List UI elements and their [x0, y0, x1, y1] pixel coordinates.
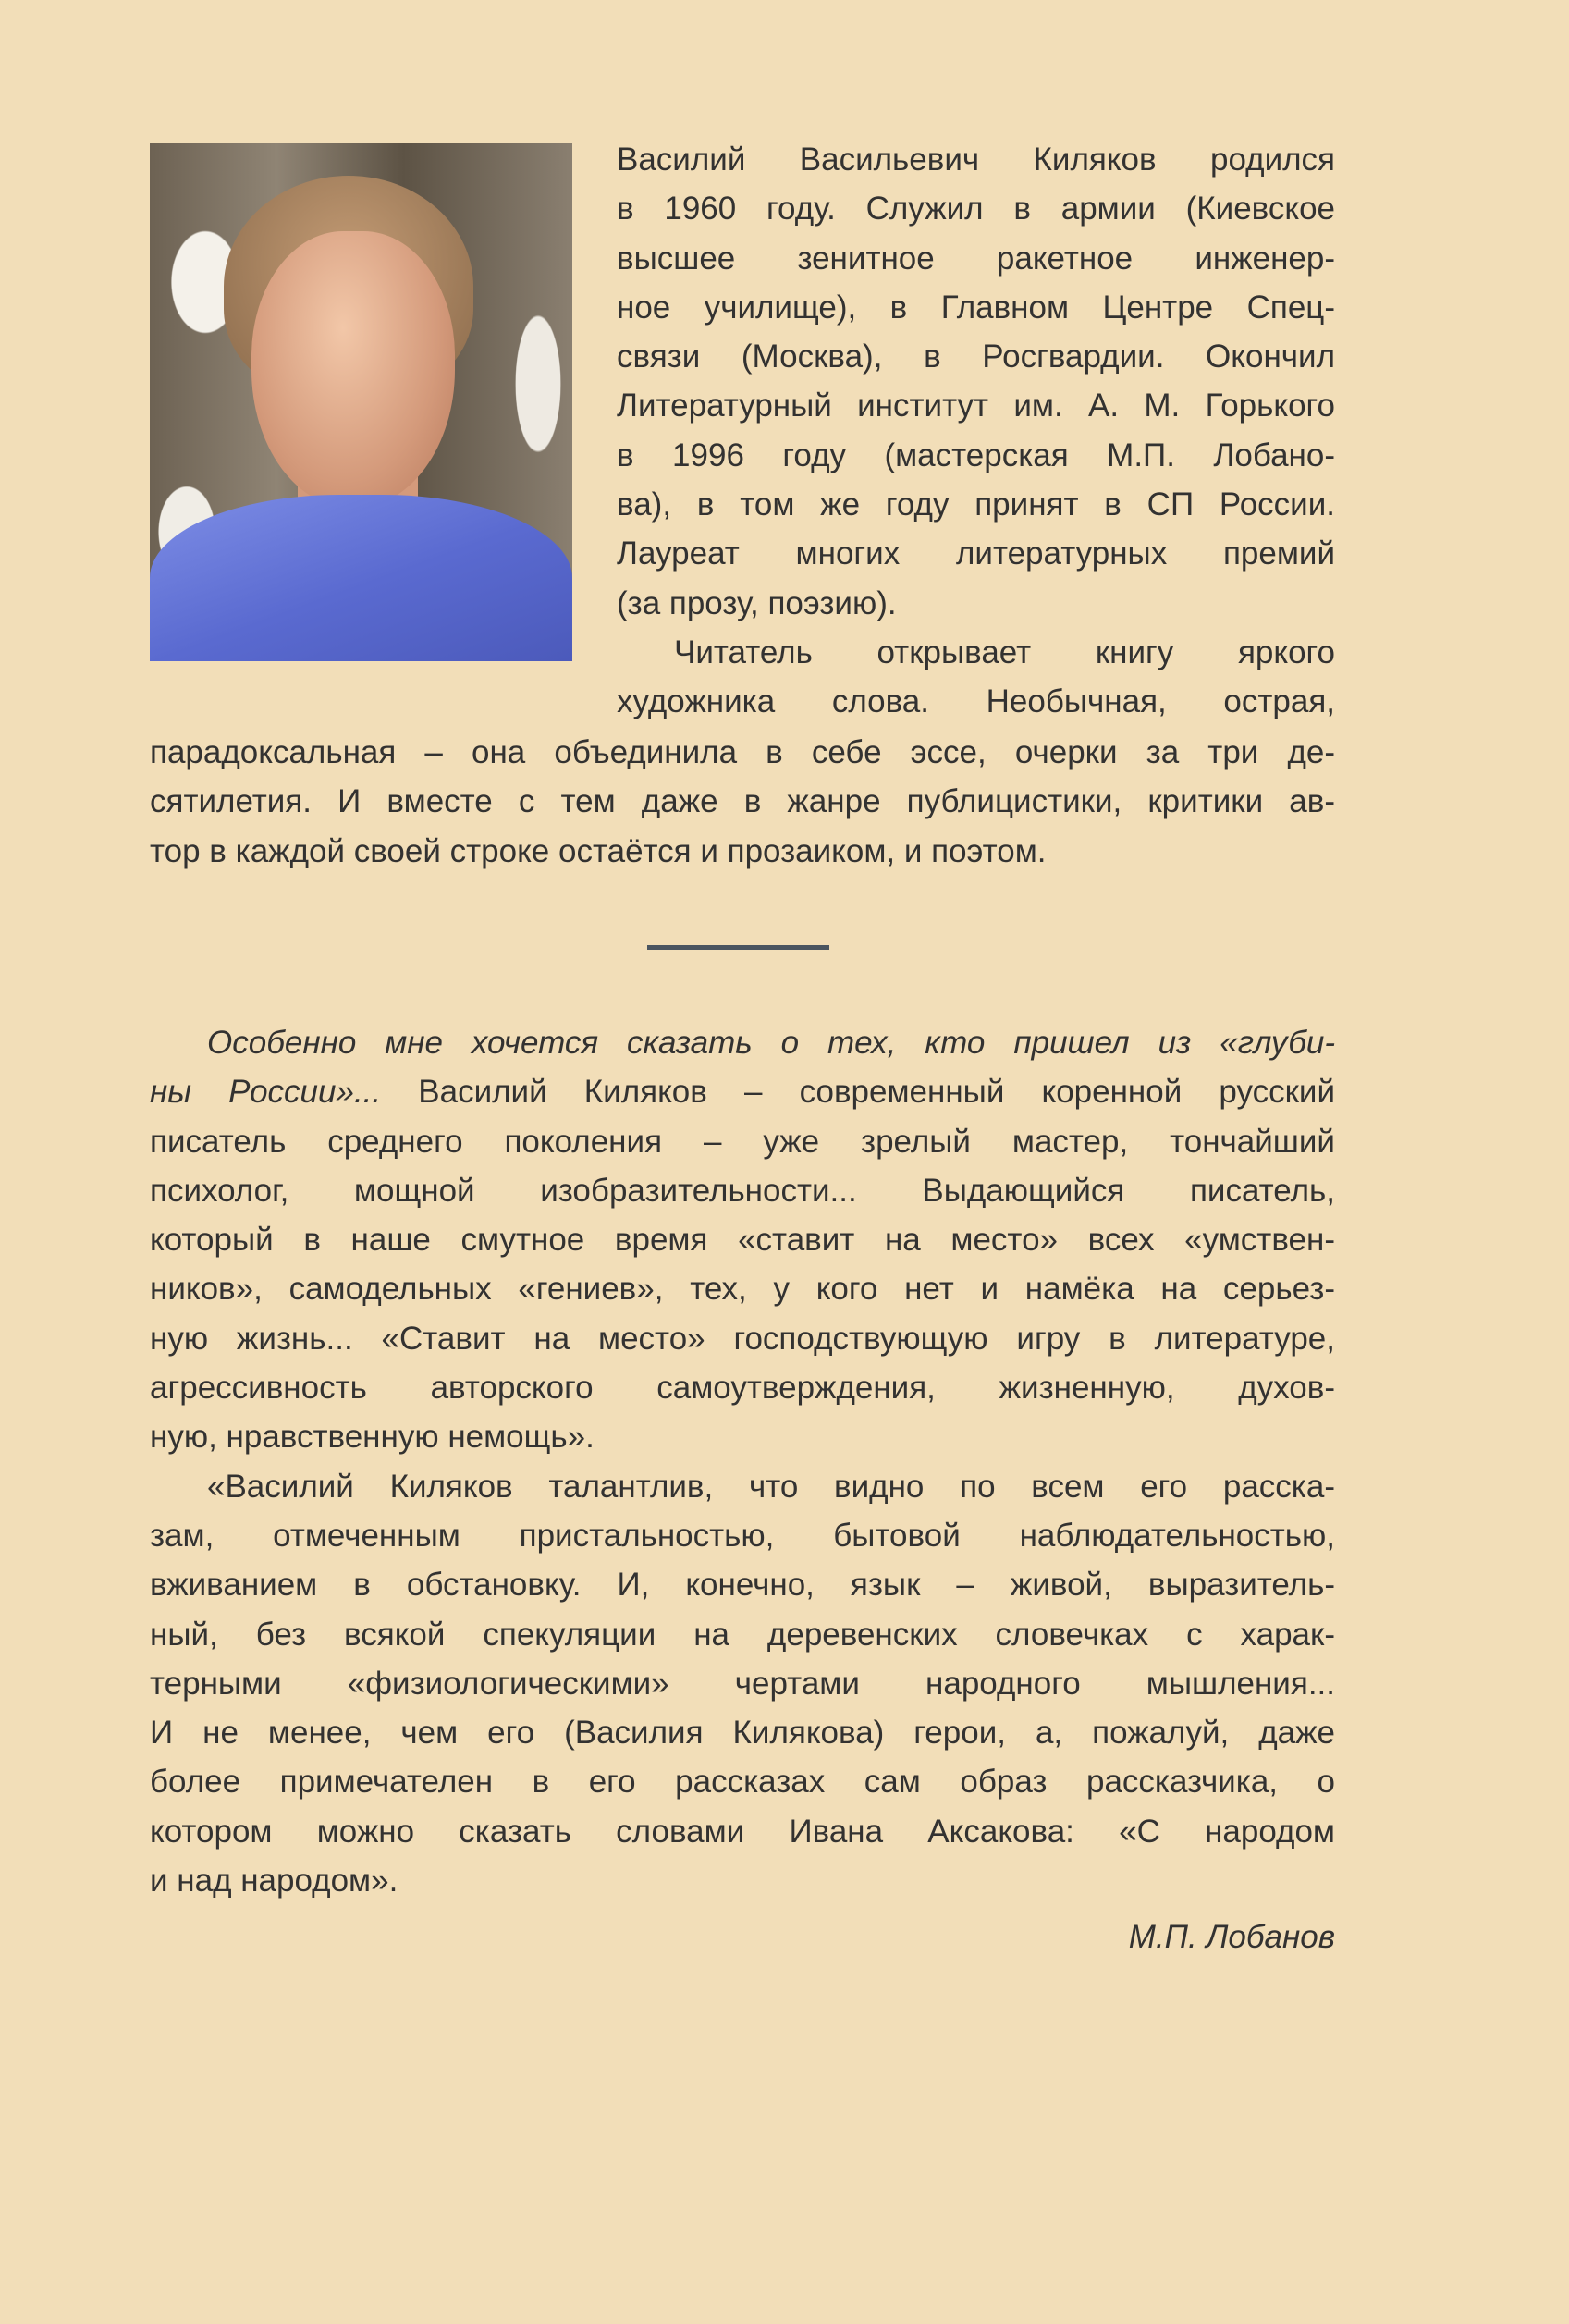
photo-face — [251, 231, 455, 509]
review-line: более примечателен в его рассказах сам образ рассказчика, о — [150, 1764, 1335, 1801]
review-line: вживанием в обстановку. И, конечно, язык – живой, выразитель- — [150, 1567, 1335, 1604]
review-quote — [150, 1018, 1335, 1905]
bio-line: Литературный институт им. А. М. Горького — [617, 387, 1335, 424]
review-line: терными «физиологическими» чертами народного мышления... — [150, 1665, 1335, 1702]
review-line: психолог, мощной изобразительности... Выдающийся писатель, — [150, 1172, 1335, 1209]
bio-line: в 1960 году. Служил в армии (Киевское — [617, 191, 1335, 227]
review-line: зам, отмеченным пристальностью, бытовой наблюдательностью, — [150, 1517, 1335, 1554]
bio-line: (за прозу, поэзию). — [617, 584, 897, 621]
review-line: который в наше смутное время «ставит на место» всех «умствен- — [150, 1222, 1335, 1259]
author-bio-beside-photo — [617, 135, 1335, 727]
author-photo — [150, 143, 572, 661]
bio-line: Василий Васильевич Киляков родился — [617, 141, 1335, 178]
review-line: ную, нравственную немощь». — [150, 1419, 595, 1456]
bio-line: ва), в том же году принят в СП России. — [617, 486, 1335, 523]
bio-line: художника слова. Необычная, острая, — [617, 683, 1335, 720]
bio-line: ное училище), в Главном Центре Спец- — [617, 289, 1335, 326]
bio-line: высшее зенитное ракетное инженер- — [617, 240, 1335, 277]
review-line: ников», самодельных «гениев», тех, у кого нет и намёка на серьез- — [150, 1271, 1335, 1308]
bio-line: парадоксальная – она объединила в себе эссе, очерки за три де- — [150, 734, 1335, 770]
review-line: Особенно мне хочется сказать о тех, кто пришел из «глуби- — [207, 1025, 1335, 1061]
review-line: ный, без всякой спекуляции на деревенских словечках с харак- — [150, 1616, 1335, 1653]
review-fragment: Василий Киляков – современный коренной русский — [381, 1074, 1335, 1111]
review-line: агрессивность авторского самоутверждения, жизненную, духов- — [150, 1370, 1335, 1407]
section-divider — [647, 945, 829, 950]
bio-line: сятилетия. И вместе с тем даже в жанре публицистики, критики ав- — [150, 783, 1335, 820]
review-line: котором можно сказать словами Ивана Аксакова: «С народом — [150, 1813, 1335, 1850]
review-line: писатель среднего поколения – уже зрелый мастер, тончайший — [150, 1123, 1335, 1160]
bio-line: связи (Москва), в Росгвардии. Окончил — [617, 338, 1335, 375]
bio-line: тор в каждой своей строке остаётся и прозаиком, и поэтом. — [150, 832, 1047, 869]
review-line: И не менее, чем его (Василия Килякова) герои, а, пожалуй, даже — [150, 1715, 1335, 1752]
photo-shirt — [150, 495, 572, 661]
bio-line: Лауреат многих литературных премий — [617, 535, 1335, 572]
review-line: ную жизнь... «Ставит на место» господствующую игру в литературе, — [150, 1320, 1335, 1357]
bio-line: Читатель открывает книгу яркого — [674, 633, 1335, 670]
review-line: и над народом». — [150, 1863, 398, 1900]
author-bio-full-width — [150, 728, 1335, 876]
review-line: «Василий Киляков талантлив, что видно по всем его расска- — [207, 1468, 1335, 1505]
review-signature: М.П. Лобанов — [1128, 1919, 1335, 1955]
review-italic-fragment: ны России»... — [150, 1074, 382, 1111]
review-line — [150, 1067, 1335, 1116]
bio-line: в 1996 году (мастерская М.П. Лобано- — [617, 437, 1335, 473]
